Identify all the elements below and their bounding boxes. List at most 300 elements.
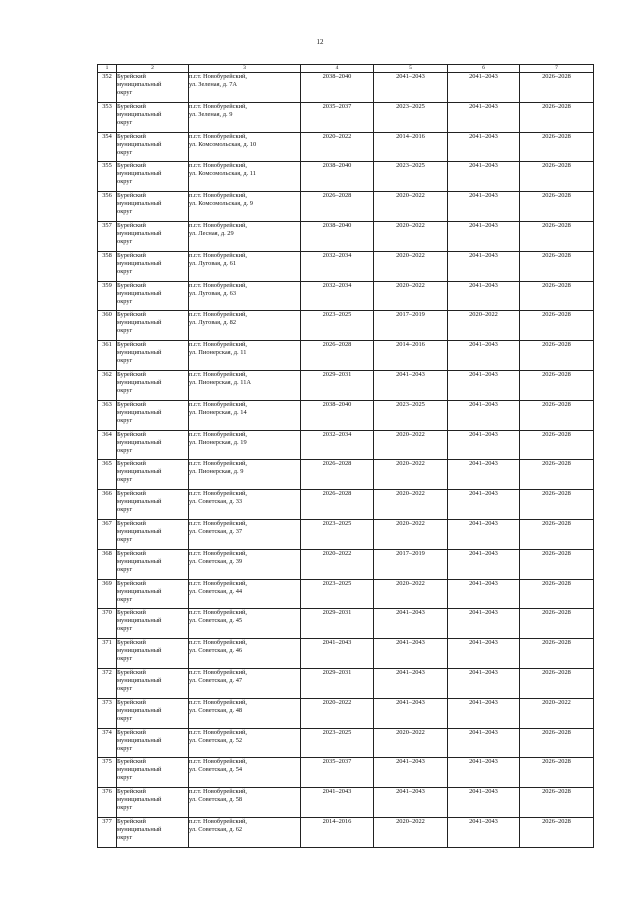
period-col-5: 2020–2022 — [374, 192, 448, 222]
period-col-4: 2029–2031 — [301, 609, 374, 639]
period-col-6: 2041–2043 — [448, 788, 520, 818]
address-locality: п.г.т. Новобурейский, — [189, 400, 248, 408]
period-col-5: 2023–2025 — [374, 102, 448, 132]
table-row — [98, 102, 594, 132]
period-col-4: 2020–2022 — [301, 132, 374, 162]
period-col-5: 2020–2022 — [374, 221, 448, 251]
table-row — [98, 609, 594, 639]
district-line: округ — [117, 744, 133, 752]
district-line: муниципальный — [117, 527, 162, 535]
table-body — [98, 73, 594, 848]
row-number: 365 — [98, 460, 117, 490]
column-header-1: 1 — [98, 65, 117, 73]
district-line: округ — [117, 237, 133, 245]
row-number: 372 — [98, 668, 117, 698]
address-locality: п.г.т. Новобурейский, — [189, 251, 248, 259]
period-col-5: 2023–2025 — [374, 162, 448, 192]
period-col-4: 2038–2040 — [301, 162, 374, 192]
district-line: муниципальный — [117, 259, 162, 267]
district-line: Бурейский — [117, 728, 146, 736]
period-col-5: 2041–2043 — [374, 668, 448, 698]
address-street: ул. Советская, д. 52 — [189, 736, 243, 744]
district-line: Бурейский — [117, 311, 146, 319]
period-col-4: 2032–2034 — [301, 281, 374, 311]
district-line: муниципальный — [117, 617, 162, 625]
period-col-7: 2026–2028 — [520, 758, 594, 788]
district-cell — [117, 460, 189, 490]
address-street: ул. Луговая, д. 63 — [189, 289, 237, 297]
address-cell — [189, 519, 301, 549]
district-line: округ — [117, 625, 133, 633]
district-line: Бурейский — [117, 609, 146, 617]
district-line: муниципальный — [117, 706, 162, 714]
period-col-7: 2020–2022 — [520, 698, 594, 728]
table-row — [98, 668, 594, 698]
period-col-6: 2041–2043 — [448, 132, 520, 162]
table-row — [98, 311, 594, 341]
row-number: 357 — [98, 221, 117, 251]
period-col-7: 2026–2028 — [520, 490, 594, 520]
district-line: муниципальный — [117, 110, 162, 118]
district-cell — [117, 639, 189, 669]
district-line: Бурейский — [117, 400, 146, 408]
period-col-5: 2020–2022 — [374, 490, 448, 520]
period-col-5: 2041–2043 — [374, 609, 448, 639]
period-col-7: 2026–2028 — [520, 460, 594, 490]
address-street: ул. Советская, д. 44 — [189, 587, 243, 595]
district-line: муниципальный — [117, 647, 162, 655]
period-col-5: 2017–2019 — [374, 549, 448, 579]
table-row — [98, 788, 594, 818]
period-col-6: 2041–2043 — [448, 728, 520, 758]
period-col-6: 2041–2043 — [448, 341, 520, 371]
district-line: муниципальный — [117, 81, 162, 88]
period-col-5: 2041–2043 — [374, 370, 448, 400]
district-line: муниципальный — [117, 438, 162, 446]
table-row — [98, 162, 594, 192]
address-locality: п.г.т. Новобурейский, — [189, 430, 248, 438]
district-line: Бурейский — [117, 758, 146, 766]
address-locality: п.г.т. Новобурейский, — [189, 370, 248, 378]
address-cell — [189, 311, 301, 341]
column-header-2: 2 — [117, 65, 189, 73]
period-col-6: 2041–2043 — [448, 698, 520, 728]
address-street: ул. Лесная, д. 29 — [189, 229, 234, 237]
row-number: 366 — [98, 490, 117, 520]
period-col-5: 2020–2022 — [374, 519, 448, 549]
period-col-7: 2026–2028 — [520, 668, 594, 698]
district-line: Бурейский — [117, 162, 146, 170]
row-number: 375 — [98, 758, 117, 788]
district-cell — [117, 579, 189, 609]
period-col-6: 2041–2043 — [448, 430, 520, 460]
table-row — [98, 490, 594, 520]
row-number: 363 — [98, 400, 117, 430]
address-cell — [189, 817, 301, 847]
district-cell — [117, 73, 189, 103]
address-locality: п.г.т. Новобурейский, — [189, 132, 248, 140]
district-line: Бурейский — [117, 788, 146, 796]
district-cell — [117, 251, 189, 281]
district-line: муниципальный — [117, 557, 162, 565]
address-locality: п.г.т. Новобурейский, — [189, 519, 248, 527]
district-cell — [117, 549, 189, 579]
period-col-7: 2026–2028 — [520, 519, 594, 549]
table-row — [98, 579, 594, 609]
period-col-7: 2026–2028 — [520, 788, 594, 818]
address-street: ул. Луговая, д. 82 — [189, 319, 237, 327]
period-col-5: 2041–2043 — [374, 788, 448, 818]
period-col-6: 2020–2022 — [448, 311, 520, 341]
district-line: муниципальный — [117, 140, 162, 148]
address-locality: п.г.т. Новобурейский, — [189, 162, 248, 170]
district-cell — [117, 311, 189, 341]
table-row — [98, 281, 594, 311]
period-col-4: 2041–2043 — [301, 639, 374, 669]
district-line: округ — [117, 804, 133, 812]
address-cell — [189, 758, 301, 788]
period-col-4: 2026–2028 — [301, 192, 374, 222]
period-col-5: 2017–2019 — [374, 311, 448, 341]
period-col-6: 2041–2043 — [448, 460, 520, 490]
address-street: ул. Советская, д. 37 — [189, 527, 243, 535]
period-col-4: 2035–2037 — [301, 758, 374, 788]
district-line: округ — [117, 118, 133, 126]
district-line: муниципальный — [117, 736, 162, 744]
address-street: ул. Зеленая, д. 9 — [189, 110, 233, 118]
address-cell — [189, 251, 301, 281]
table-row — [98, 73, 594, 103]
district-line: Бурейский — [117, 817, 146, 825]
period-col-7: 2026–2028 — [520, 192, 594, 222]
district-cell — [117, 341, 189, 371]
district-line: муниципальный — [117, 408, 162, 416]
district-cell — [117, 102, 189, 132]
district-line: округ — [117, 595, 133, 603]
district-line: Бурейский — [117, 490, 146, 498]
row-number: 367 — [98, 519, 117, 549]
period-col-6: 2041–2043 — [448, 519, 520, 549]
period-col-5: 2020–2022 — [374, 817, 448, 847]
address-cell — [189, 490, 301, 520]
district-line: округ — [117, 357, 133, 365]
district-cell — [117, 162, 189, 192]
district-line: округ — [117, 714, 133, 722]
district-line: округ — [117, 535, 133, 543]
district-line: округ — [117, 416, 133, 424]
district-cell — [117, 668, 189, 698]
address-street: ул. Зеленая, д. 7А — [189, 81, 238, 88]
address-cell — [189, 73, 301, 103]
row-number: 364 — [98, 430, 117, 460]
address-locality: п.г.т. Новобурейский, — [189, 490, 248, 498]
address-locality: п.г.т. Новобурейский, — [189, 311, 248, 319]
district-line: муниципальный — [117, 170, 162, 178]
address-cell — [189, 102, 301, 132]
district-line: муниципальный — [117, 319, 162, 327]
row-number: 352 — [98, 73, 117, 103]
row-number: 362 — [98, 370, 117, 400]
table-row — [98, 221, 594, 251]
address-cell — [189, 639, 301, 669]
address-street: ул. Пионерская, д. 19 — [189, 438, 247, 446]
address-street: ул. Советская, д. 58 — [189, 796, 243, 804]
address-cell — [189, 341, 301, 371]
column-header-4: 4 — [301, 65, 374, 73]
table-row — [98, 549, 594, 579]
district-cell — [117, 698, 189, 728]
period-col-7: 2026–2028 — [520, 579, 594, 609]
district-line: Бурейский — [117, 668, 146, 676]
period-col-4: 2038–2040 — [301, 73, 374, 103]
address-locality: п.г.т. Новобурейский, — [189, 341, 248, 349]
address-cell — [189, 609, 301, 639]
district-line: муниципальный — [117, 498, 162, 506]
address-locality: п.г.т. Новобурейский, — [189, 788, 248, 796]
district-line: муниципальный — [117, 796, 162, 804]
district-line: Бурейский — [117, 370, 146, 378]
table-row — [98, 341, 594, 371]
district-line: округ — [117, 565, 133, 573]
period-col-4: 2023–2025 — [301, 579, 374, 609]
district-line: муниципальный — [117, 468, 162, 476]
district-line: Бурейский — [117, 73, 146, 80]
district-line: округ — [117, 774, 133, 782]
housing-schedule-table — [97, 64, 594, 848]
row-number: 371 — [98, 639, 117, 669]
district-cell — [117, 490, 189, 520]
address-locality: п.г.т. Новобурейский, — [189, 102, 248, 110]
row-number: 373 — [98, 698, 117, 728]
period-col-4: 2023–2025 — [301, 519, 374, 549]
district-line: округ — [117, 208, 133, 216]
period-col-7: 2026–2028 — [520, 73, 594, 103]
district-line: округ — [117, 476, 133, 484]
column-number-row — [98, 65, 594, 73]
period-col-5: 2020–2022 — [374, 430, 448, 460]
period-col-6: 2041–2043 — [448, 817, 520, 847]
district-cell — [117, 370, 189, 400]
period-col-6: 2041–2043 — [448, 162, 520, 192]
district-line: муниципальный — [117, 766, 162, 774]
address-locality: п.г.т. Новобурейский, — [189, 609, 248, 617]
period-col-4: 2023–2025 — [301, 311, 374, 341]
district-cell — [117, 728, 189, 758]
district-line: Бурейский — [117, 639, 146, 647]
district-line: муниципальный — [117, 289, 162, 297]
district-line: муниципальный — [117, 229, 162, 237]
period-col-4: 2020–2022 — [301, 698, 374, 728]
row-number: 361 — [98, 341, 117, 371]
district-cell — [117, 281, 189, 311]
address-street: ул. Пионерская, д. 11А — [189, 378, 252, 386]
address-locality: п.г.т. Новобурейский, — [189, 639, 248, 647]
period-col-5: 2023–2025 — [374, 400, 448, 430]
address-cell — [189, 162, 301, 192]
address-cell — [189, 579, 301, 609]
address-locality: п.г.т. Новобурейский, — [189, 579, 248, 587]
period-col-4: 2032–2034 — [301, 251, 374, 281]
address-cell — [189, 728, 301, 758]
district-line: Бурейский — [117, 281, 146, 289]
district-cell — [117, 132, 189, 162]
address-cell — [189, 788, 301, 818]
district-line: муниципальный — [117, 378, 162, 386]
period-col-7: 2026–2028 — [520, 281, 594, 311]
address-street: ул. Советская, д. 54 — [189, 766, 243, 774]
address-street: ул. Советская, д. 46 — [189, 647, 243, 655]
row-number: 356 — [98, 192, 117, 222]
period-col-5: 2014–2016 — [374, 341, 448, 371]
address-street: ул. Советская, д. 47 — [189, 676, 243, 684]
table-row — [98, 251, 594, 281]
period-col-7: 2026–2028 — [520, 132, 594, 162]
period-col-4: 2029–2031 — [301, 668, 374, 698]
district-line: Бурейский — [117, 549, 146, 557]
address-locality: п.г.т. Новобурейский, — [189, 817, 248, 825]
address-cell — [189, 698, 301, 728]
address-cell — [189, 221, 301, 251]
row-number: 368 — [98, 549, 117, 579]
address-street: ул. Комсомольская, д. 9 — [189, 200, 253, 208]
table-header — [98, 65, 594, 73]
period-col-5: 2020–2022 — [374, 579, 448, 609]
address-street: ул. Советская, д. 39 — [189, 557, 243, 565]
table-row — [98, 460, 594, 490]
table-row — [98, 639, 594, 669]
period-col-7: 2026–2028 — [520, 162, 594, 192]
period-col-7: 2026–2028 — [520, 221, 594, 251]
district-line: муниципальный — [117, 676, 162, 684]
address-street: ул. Пионерская, д. 14 — [189, 408, 247, 416]
district-line: Бурейский — [117, 460, 146, 468]
period-col-6: 2041–2043 — [448, 221, 520, 251]
table-row — [98, 817, 594, 847]
period-col-7: 2026–2028 — [520, 549, 594, 579]
address-cell — [189, 460, 301, 490]
table-row — [98, 728, 594, 758]
address-cell — [189, 668, 301, 698]
address-locality: п.г.т. Новобурейский, — [189, 73, 248, 80]
period-col-6: 2041–2043 — [448, 400, 520, 430]
period-col-6: 2041–2043 — [448, 73, 520, 103]
row-number: 369 — [98, 579, 117, 609]
period-col-4: 2032–2034 — [301, 430, 374, 460]
address-street: ул. Комсомольская, д. 11 — [189, 170, 256, 178]
district-line: округ — [117, 386, 133, 394]
address-cell — [189, 400, 301, 430]
period-col-6: 2041–2043 — [448, 370, 520, 400]
district-line: Бурейский — [117, 221, 146, 229]
period-col-5: 2020–2022 — [374, 460, 448, 490]
period-col-7: 2026–2028 — [520, 609, 594, 639]
period-col-4: 2038–2040 — [301, 221, 374, 251]
period-col-6: 2041–2043 — [448, 192, 520, 222]
district-cell — [117, 192, 189, 222]
period-col-4: 2029–2031 — [301, 370, 374, 400]
district-cell — [117, 788, 189, 818]
address-locality: п.г.т. Новобурейский, — [189, 549, 248, 557]
district-line: Бурейский — [117, 251, 146, 259]
district-line: Бурейский — [117, 579, 146, 587]
district-cell — [117, 519, 189, 549]
period-col-5: 2020–2022 — [374, 728, 448, 758]
period-col-6: 2041–2043 — [448, 609, 520, 639]
column-header-5: 5 — [374, 65, 448, 73]
address-locality: п.г.т. Новобурейский, — [189, 221, 248, 229]
district-line: округ — [117, 446, 133, 454]
address-cell — [189, 281, 301, 311]
period-col-4: 2026–2028 — [301, 460, 374, 490]
row-number: 353 — [98, 102, 117, 132]
district-line: Бурейский — [117, 698, 146, 706]
period-col-7: 2026–2028 — [520, 370, 594, 400]
period-col-6: 2041–2043 — [448, 639, 520, 669]
district-line: округ — [117, 833, 133, 841]
district-line: муниципальный — [117, 349, 162, 357]
table-row — [98, 430, 594, 460]
row-number: 377 — [98, 817, 117, 847]
period-col-4: 2026–2028 — [301, 490, 374, 520]
district-line: округ — [117, 297, 133, 305]
period-col-5: 2020–2022 — [374, 251, 448, 281]
period-col-6: 2041–2043 — [448, 490, 520, 520]
row-number: 360 — [98, 311, 117, 341]
column-header-3: 3 — [189, 65, 301, 73]
district-line: Бурейский — [117, 102, 146, 110]
period-col-4: 2023–2025 — [301, 728, 374, 758]
period-col-7: 2026–2028 — [520, 251, 594, 281]
district-line: муниципальный — [117, 825, 162, 833]
table-row — [98, 698, 594, 728]
address-street: ул. Советская, д. 48 — [189, 706, 243, 714]
district-line: округ — [117, 506, 133, 514]
address-locality: п.г.т. Новобурейский, — [189, 728, 248, 736]
column-header-6: 6 — [448, 65, 520, 73]
period-col-6: 2041–2043 — [448, 579, 520, 609]
district-line: округ — [117, 148, 133, 156]
district-line: округ — [117, 178, 133, 186]
row-number: 355 — [98, 162, 117, 192]
period-col-4: 2038–2040 — [301, 400, 374, 430]
row-number: 358 — [98, 251, 117, 281]
district-cell — [117, 221, 189, 251]
period-col-6: 2041–2043 — [448, 102, 520, 132]
period-col-6: 2041–2043 — [448, 668, 520, 698]
table-row — [98, 132, 594, 162]
table-row — [98, 758, 594, 788]
row-number: 354 — [98, 132, 117, 162]
page-number: 12 — [316, 38, 324, 46]
district-line: округ — [117, 267, 133, 275]
table-row — [98, 370, 594, 400]
period-col-4: 2041–2043 — [301, 788, 374, 818]
district-line: Бурейский — [117, 192, 146, 200]
period-col-5: 2020–2022 — [374, 281, 448, 311]
district-line: Бурейский — [117, 430, 146, 438]
address-street: ул. Пионерская, д. 11 — [189, 349, 247, 357]
period-col-5: 2041–2043 — [374, 758, 448, 788]
district-line: округ — [117, 89, 133, 96]
period-col-5: 2014–2016 — [374, 132, 448, 162]
period-col-7: 2026–2028 — [520, 430, 594, 460]
period-col-7: 2026–2028 — [520, 311, 594, 341]
period-col-4: 2026–2028 — [301, 341, 374, 371]
period-col-5: 2041–2043 — [374, 698, 448, 728]
district-line: Бурейский — [117, 341, 146, 349]
district-line: Бурейский — [117, 519, 146, 527]
address-cell — [189, 370, 301, 400]
